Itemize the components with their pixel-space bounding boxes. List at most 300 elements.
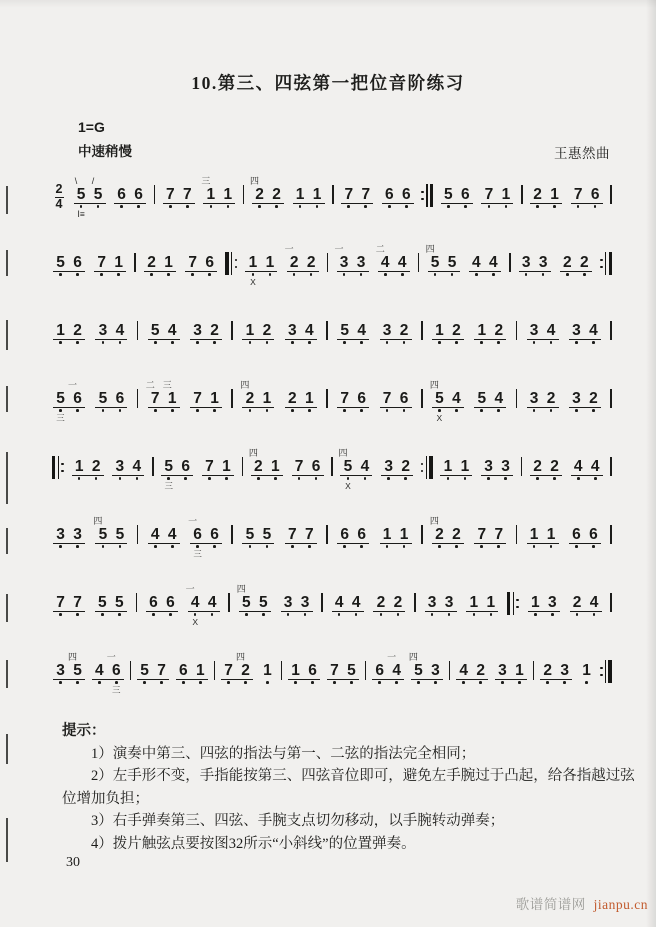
finger-mark-above (113, 584, 116, 595)
finger-mark-above (459, 448, 462, 459)
mark-below (492, 278, 494, 288)
note-digit: 3 (56, 526, 65, 543)
finger-mark-above (485, 584, 488, 595)
finger-mark-above (149, 312, 152, 323)
note-group (381, 176, 415, 220)
mark-below (388, 210, 390, 220)
finger-mark-above: 四 (429, 380, 439, 390)
note-digit: 3 (529, 390, 539, 407)
finger-mark-above (492, 516, 495, 527)
finger-mark-above (355, 380, 358, 391)
jianpu-note (544, 584, 561, 628)
note-digit: 3 (56, 662, 65, 679)
note-digit: 7 (484, 186, 494, 203)
note-group (379, 516, 413, 560)
thick-bar (507, 592, 510, 615)
mark-below: 三 (193, 549, 202, 559)
mark-below (308, 550, 310, 560)
note-group (526, 312, 560, 356)
jianpu-note (587, 448, 604, 492)
barline (134, 253, 136, 272)
note-digit: 4 (150, 526, 160, 543)
mark-below (225, 482, 227, 492)
jianpu-note (468, 244, 485, 288)
mark-below (594, 210, 596, 220)
jianpu-note (336, 244, 353, 288)
jianpu-note (284, 312, 301, 356)
note-group (136, 652, 170, 696)
barline (421, 321, 423, 340)
note-group (570, 176, 604, 220)
mark-below (117, 278, 119, 288)
scan-artifact-line (6, 452, 8, 504)
note-digit: 4 (471, 254, 481, 271)
mark-below (343, 346, 345, 356)
jianpu-note (237, 652, 254, 696)
scan-artifact-line (6, 528, 8, 554)
note-group (473, 516, 507, 560)
mark-below (199, 686, 201, 696)
barline (231, 389, 233, 408)
notation-line-2 (52, 244, 612, 286)
jianpu-note (284, 380, 301, 424)
note-digit: 1 (223, 186, 233, 203)
finger-mark-above (261, 380, 264, 391)
finger-mark-above (457, 652, 460, 663)
finger-mark-above (570, 380, 573, 391)
finger-mark-above (487, 244, 490, 255)
mark-below (566, 278, 568, 288)
jianpu-note (539, 652, 556, 696)
note-group (331, 584, 365, 628)
mark-below (291, 346, 293, 356)
finger-mark-above (311, 176, 314, 187)
note-group (559, 244, 593, 288)
mark-below (553, 482, 555, 492)
thick-bar (609, 252, 612, 275)
barline (137, 389, 139, 408)
note-group (184, 244, 218, 288)
mark-below (455, 550, 457, 560)
jianpu-note (189, 516, 206, 560)
jianpu-note (353, 516, 370, 560)
notation-line-1 (52, 176, 612, 218)
finger-mark-above (541, 652, 544, 663)
finger-mark-above (570, 516, 573, 527)
mark-below (266, 686, 268, 696)
finger-mark-above (492, 312, 495, 323)
mark-below (592, 346, 594, 356)
mark-below (266, 346, 268, 356)
note-group (202, 176, 236, 220)
barline (610, 321, 612, 340)
finger-mark-above (400, 176, 403, 187)
note-digit: 3 (572, 390, 581, 407)
mark-below (171, 414, 173, 424)
notation-line-8 (52, 652, 612, 694)
mark-below (534, 618, 536, 628)
barline (521, 457, 523, 476)
barline (243, 185, 245, 204)
mark-below (583, 278, 585, 288)
page-title: 10.第三、四弦第一把位音阶练习 (191, 73, 465, 93)
finger-mark-above (244, 516, 247, 527)
note-digit: 1 (265, 254, 275, 271)
finger-mark-above (97, 380, 100, 391)
jianpu-note (410, 652, 427, 696)
note-group (529, 176, 563, 220)
jianpu-note (184, 244, 201, 288)
note-digit: 1 (515, 662, 524, 679)
tips-heading: 提示： (62, 723, 106, 739)
jianpu-note (568, 312, 585, 356)
jianpu-note (147, 516, 164, 560)
jianpu-note (388, 652, 405, 696)
note-digit: 1 (312, 186, 322, 203)
jianpu-note (52, 380, 69, 424)
finger-mark-above (571, 584, 574, 595)
mark-below (97, 210, 99, 220)
jianpu-note (585, 516, 602, 560)
finger-mark-above (147, 584, 150, 595)
note-digit: 2 (452, 322, 461, 339)
mark-below (542, 278, 544, 288)
finger-mark-above: 一 (106, 652, 116, 662)
note-group (52, 652, 86, 696)
jianpu-note (497, 176, 514, 220)
mark-below (269, 278, 271, 288)
mark-below (119, 414, 121, 424)
note-digit: 7 (56, 594, 65, 611)
repeat-dots (61, 463, 64, 473)
notation-area (52, 176, 612, 694)
note-group (440, 176, 474, 220)
repeat-dots (421, 191, 424, 201)
note-digit: 5 (76, 186, 86, 203)
mark-below (98, 686, 100, 696)
note-digit: 7 (288, 526, 297, 543)
mark-below (518, 686, 520, 696)
finger-mark-above: 一 (188, 516, 198, 526)
note-digit: 4 (115, 322, 125, 339)
mark-below (208, 482, 210, 492)
mark-below (533, 550, 535, 560)
mark-below (169, 618, 171, 628)
finger-mark-above (71, 312, 74, 323)
barline (331, 457, 333, 476)
repeat-dots (235, 259, 238, 269)
finger-mark-above (338, 312, 341, 323)
jianpu-note (529, 448, 546, 492)
jianpu-note (585, 380, 602, 424)
mark-below (119, 346, 121, 356)
mark-below (577, 482, 579, 492)
note-digit: 3 (538, 254, 548, 271)
finger-mark-above (114, 516, 117, 527)
mark-below (266, 414, 268, 424)
mark-below (59, 550, 61, 560)
finger-mark-above (97, 312, 100, 323)
jianpu-note (431, 516, 448, 560)
jianpu-note (381, 176, 398, 220)
note-digit: 4 (494, 390, 504, 407)
mark-below (169, 210, 171, 220)
mark-below (378, 686, 380, 696)
mark-below (490, 618, 492, 628)
finger-mark-above (475, 380, 478, 391)
finger-mark-above (299, 584, 302, 595)
note-digit: 5 (114, 594, 124, 611)
finger-mark-above: 四 (236, 652, 246, 662)
mark-below (536, 210, 538, 220)
note-group (372, 584, 406, 628)
finger-mark-above (208, 516, 211, 527)
note-digit: 3 (521, 254, 531, 271)
note-digit: 7 (205, 458, 214, 475)
mark-below (76, 686, 78, 696)
note-group (71, 448, 105, 492)
jianpu-note (179, 176, 196, 220)
jianpu-note (153, 652, 170, 696)
mark-below (404, 482, 406, 492)
jianpu-note (91, 652, 108, 696)
finger-mark-above (208, 380, 211, 391)
finger-mark-above (162, 448, 165, 459)
note-digit: 6 (589, 526, 598, 543)
mark-below (553, 210, 555, 220)
mark-below (171, 346, 173, 356)
jianpu-note (69, 312, 86, 356)
note-digit: 7 (165, 186, 175, 203)
finger-mark-above: 三 (162, 380, 172, 390)
finger-mark-above (112, 244, 115, 255)
finger-mark-above (545, 516, 548, 527)
mark-below (364, 482, 366, 492)
mark-below: X (250, 277, 256, 287)
jianpu-note (570, 448, 587, 492)
jianpu-note (511, 652, 528, 696)
mark-below (395, 686, 397, 696)
finger-mark-above (396, 244, 399, 255)
mark-below (343, 278, 345, 288)
mark-below (258, 210, 260, 220)
jianpu-note (241, 516, 258, 560)
note-single (259, 652, 276, 696)
note-digit: 5 (245, 526, 255, 543)
finger-mark-above (149, 516, 152, 527)
mark-below (504, 482, 506, 492)
mark-below (592, 414, 594, 424)
mark-below (525, 278, 527, 288)
note-digit: 3 (288, 322, 297, 339)
note-digit: 4 (167, 526, 177, 543)
mark-below (299, 210, 301, 220)
finger-mark-above (294, 176, 297, 187)
note-digit: 6 (357, 526, 366, 543)
barline (421, 525, 423, 544)
time-signature-numerator: 2 (55, 182, 63, 196)
thick-bar (608, 660, 611, 683)
note-digit: 4 (132, 458, 142, 475)
jianpu-note (526, 380, 543, 424)
note-group (371, 652, 405, 696)
note-digit: 4 (459, 662, 468, 679)
mark-below (118, 618, 120, 628)
jianpu-note (287, 652, 304, 696)
jianpu-note (356, 448, 373, 492)
barline (521, 185, 523, 204)
scan-artifact-line (6, 320, 8, 350)
mark-below (550, 414, 552, 424)
jianpu-note (465, 584, 482, 628)
barline (610, 457, 612, 476)
finger-mark-above (345, 652, 348, 663)
mark-below (249, 550, 251, 560)
mark-below (210, 210, 212, 220)
mark-below (213, 346, 215, 356)
jianpu-note (93, 244, 110, 288)
finger-mark-above (546, 584, 549, 595)
mark-below (120, 210, 122, 220)
finger-mark-above (164, 584, 167, 595)
finger-mark-above (529, 584, 532, 595)
jianpu-note (301, 380, 318, 424)
finger-mark-above (588, 584, 591, 595)
note-group (480, 176, 514, 220)
note-digit: 1 (477, 322, 487, 339)
jianpu-note (71, 448, 88, 492)
tips-section (62, 720, 642, 855)
note-group (73, 176, 107, 220)
note-digit: 3 (427, 594, 437, 611)
mark-below (227, 210, 229, 220)
note-group (162, 176, 196, 220)
mark-below (403, 414, 405, 424)
note-digit: 5 (115, 526, 125, 543)
note-digit: 7 (73, 594, 82, 611)
jianpu-note (258, 380, 275, 424)
jianpu-note (568, 380, 585, 424)
note-digit: 6 (115, 390, 125, 407)
finger-mark-above (54, 312, 57, 323)
note-digit: 3 (73, 526, 82, 543)
note-digit: 7 (193, 390, 202, 407)
jianpu-note (69, 584, 86, 628)
finger-mark-above (306, 652, 309, 663)
note-digit: 1 (469, 594, 479, 611)
jianpu-note (164, 380, 181, 424)
finger-mark-above (261, 312, 264, 323)
jianpu-note (396, 380, 413, 424)
finger-mark-above (475, 516, 478, 527)
finger-mark-above (145, 244, 148, 255)
thin-bar (426, 456, 428, 479)
mark-below (473, 618, 475, 628)
jianpu-note (546, 176, 563, 220)
mark-below (397, 618, 399, 628)
note-group (244, 244, 278, 288)
jianpu-note (440, 176, 457, 220)
mark-below (100, 278, 102, 288)
finger-mark-above (392, 584, 395, 595)
note-digit: 6 (357, 390, 366, 407)
repeat-dots (600, 259, 603, 269)
jianpu-note (379, 380, 396, 424)
note-group (568, 516, 602, 560)
note-group (292, 176, 326, 220)
jianpu-note (267, 448, 284, 492)
finger-mark-above (580, 652, 583, 663)
mark-below (101, 618, 103, 628)
note-digit: 1 (546, 526, 556, 543)
watermark-site-name: 歌谱简谱网 (515, 897, 586, 912)
note-digit: 7 (382, 390, 392, 407)
jianpu-note (301, 312, 318, 356)
note-digit: 4 (305, 322, 314, 339)
note-group (380, 448, 414, 492)
thin-bar (58, 456, 60, 479)
note-digit: 3 (548, 594, 557, 611)
mark-below (102, 346, 104, 356)
barline (516, 389, 518, 408)
jianpu-note (204, 584, 221, 628)
scan-artifact-line (6, 250, 8, 276)
jianpu-note (340, 176, 357, 220)
finger-mark-above (548, 448, 551, 459)
jianpu-note (111, 448, 128, 492)
finger-mark-above (572, 448, 575, 459)
note-group (465, 584, 499, 628)
mark-below (592, 550, 594, 560)
barline (509, 253, 511, 272)
note-digit: 5 (477, 390, 487, 407)
jianpu-note (113, 176, 130, 220)
note-digit: 1 (56, 322, 65, 339)
jianpu-note (585, 312, 602, 356)
mark-below (343, 414, 345, 424)
watermark-url: jianpu.cn (593, 897, 648, 912)
jianpu-note (111, 516, 128, 560)
note-digit: 3 (572, 322, 581, 339)
finger-mark-above (500, 176, 503, 187)
jianpu-note (526, 516, 543, 560)
finger-mark-above (71, 244, 74, 255)
note-group (250, 448, 284, 492)
finger-mark-above (54, 244, 57, 255)
finger-mark-above: 四 (248, 448, 258, 458)
mark-below (154, 550, 156, 560)
finger-mark-above (191, 312, 194, 323)
mark-below (59, 278, 61, 288)
mark-below (481, 550, 483, 560)
mark-below (438, 550, 440, 560)
finger-mark-above (177, 652, 180, 663)
note-digit: 3 (431, 662, 440, 679)
tempo-marking: 中速稍慢 (78, 144, 132, 159)
mark-below (350, 686, 352, 696)
finger-mark-above (220, 448, 223, 459)
note-digit: 2 (73, 322, 82, 339)
finger-mark-above (333, 584, 336, 595)
note-digit: 3 (382, 322, 392, 339)
note-digit: 2 (91, 458, 101, 475)
finger-mark-above: 四 (236, 584, 246, 594)
finger-mark-above (310, 448, 313, 459)
finger-mark-above (561, 244, 564, 255)
jianpu-note (259, 652, 276, 696)
barline (130, 661, 132, 680)
jianpu-note (576, 244, 593, 288)
